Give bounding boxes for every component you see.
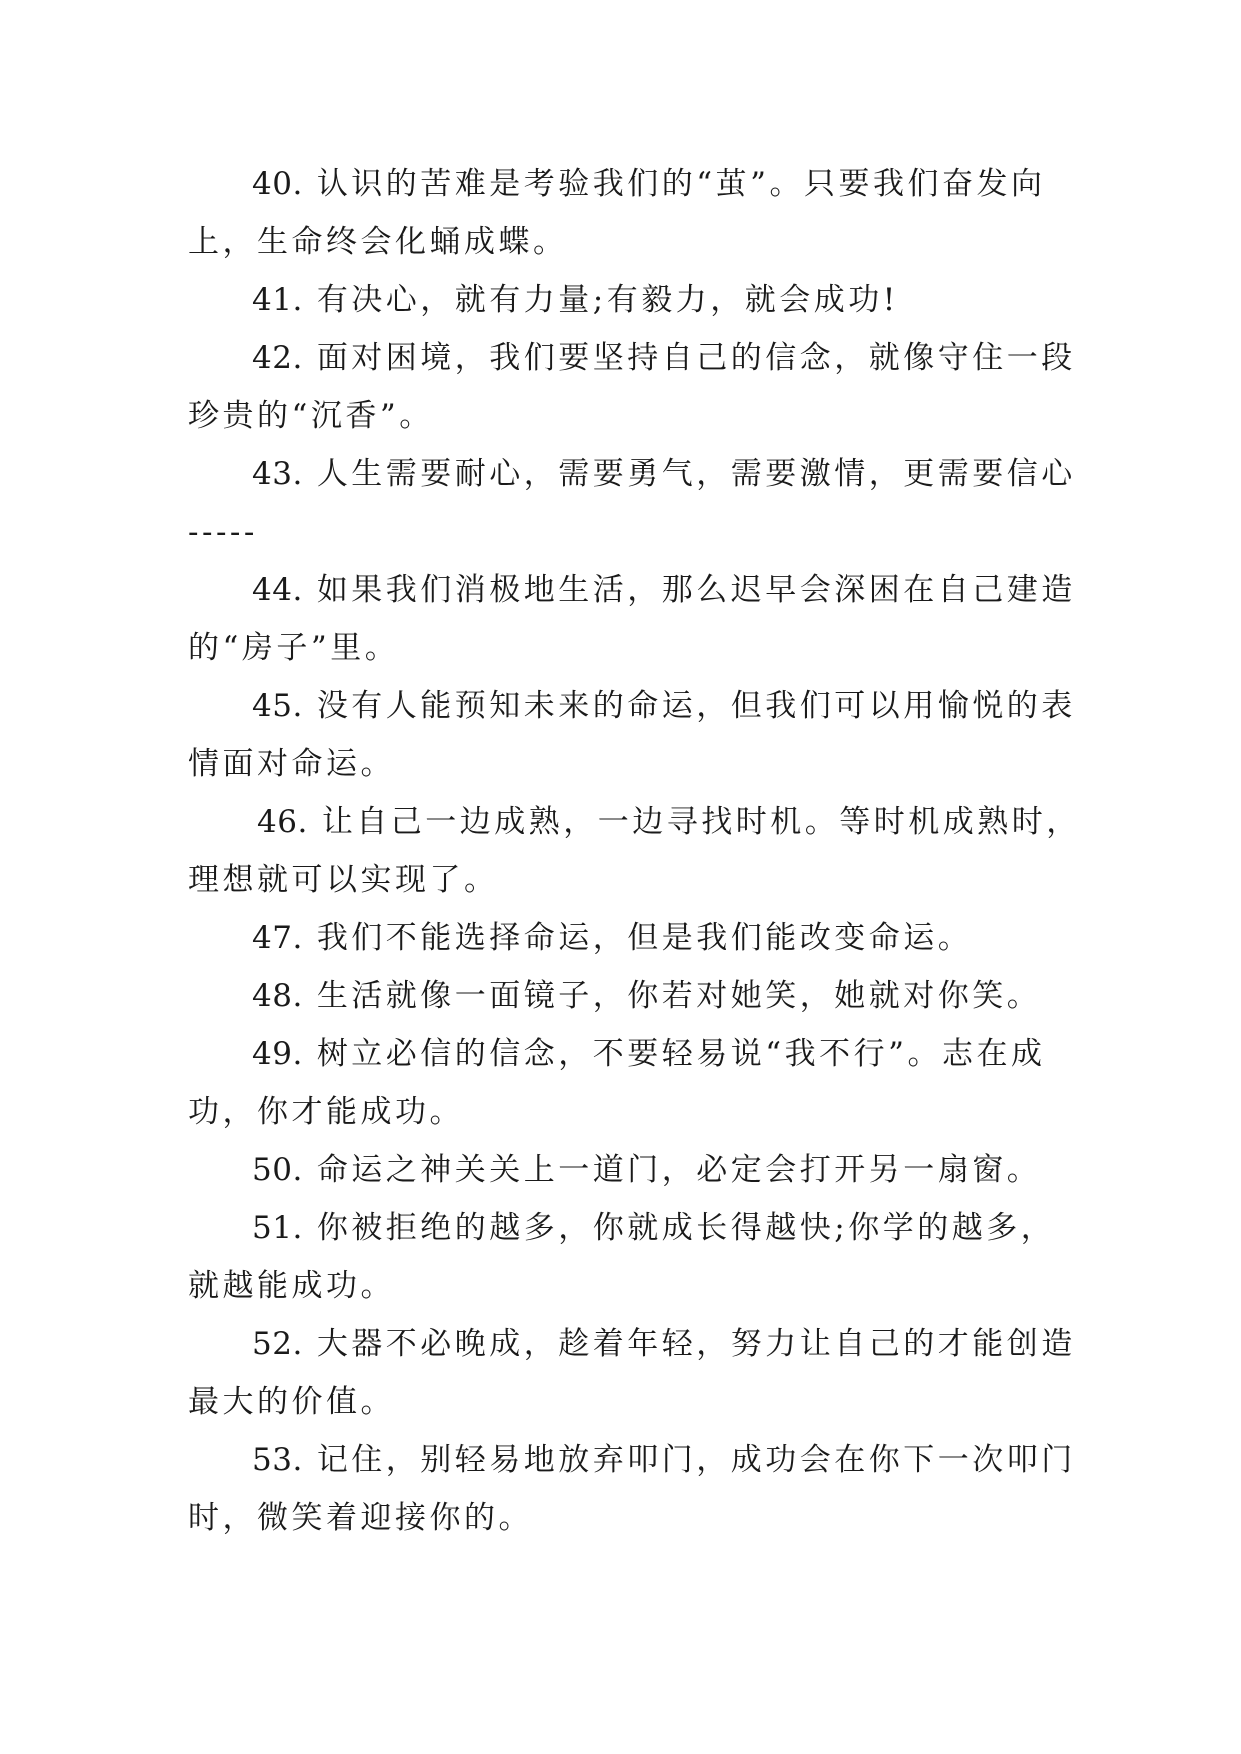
item-text: 如果我们消极地生活，那么迟早会深困在自己建造 bbox=[316, 572, 1076, 608]
item-number: 47. bbox=[252, 920, 303, 956]
item-47-first-line bbox=[252, 910, 972, 966]
item-text: 生活就像一面镜子，你若对她笑，她就对你笑。 bbox=[316, 978, 1042, 1014]
item-45-first-line bbox=[252, 678, 1076, 734]
item-number: 50. bbox=[252, 1152, 303, 1188]
item-number: 46. bbox=[257, 804, 308, 840]
item-41-first-line bbox=[252, 272, 899, 328]
item-number: 53. bbox=[252, 1442, 303, 1478]
item-53-continuation: 时，微笑着迎接你的。 bbox=[188, 1500, 533, 1536]
item-40-continuation: 上，生命终会化蛹成蝶。 bbox=[188, 224, 568, 260]
item-text: 我们不能选择命运，但是我们能改变命运。 bbox=[316, 920, 973, 956]
item-number: 41. bbox=[252, 282, 303, 318]
item-40-first-line bbox=[252, 156, 1046, 212]
item-text: 面对困境，我们要坚持自己的信念，就像守住一段 bbox=[316, 340, 1076, 376]
item-number: 43. bbox=[252, 456, 303, 492]
item-45-continuation: 情面对命运。 bbox=[188, 746, 395, 782]
item-52-continuation: 最大的价值。 bbox=[188, 1384, 395, 1420]
item-number: 44. bbox=[252, 572, 303, 608]
item-43-first-line bbox=[252, 446, 1076, 502]
item-text: 人生需要耐心，需要勇气，需要激情，更需要信心 bbox=[316, 456, 1076, 492]
item-43-continuation: ----- bbox=[188, 514, 258, 550]
item-42-first-line bbox=[252, 330, 1076, 386]
item-number: 48. bbox=[252, 978, 303, 1014]
item-46-first-line bbox=[257, 794, 1081, 850]
item-number: 45. bbox=[252, 688, 303, 724]
item-number: 42. bbox=[252, 340, 303, 376]
item-text: 你被拒绝的越多，你就成长得越快;你学的越多， bbox=[316, 1210, 1056, 1246]
item-53-first-line bbox=[252, 1432, 1076, 1488]
item-49-first-line bbox=[252, 1026, 1046, 1082]
item-52-first-line bbox=[252, 1316, 1076, 1372]
item-text: 没有人能预知未来的命运，但我们可以用愉悦的表 bbox=[316, 688, 1076, 724]
item-51-continuation: 就越能成功。 bbox=[188, 1268, 395, 1304]
item-50-first-line bbox=[252, 1142, 1041, 1198]
item-number: 40. bbox=[252, 166, 303, 202]
item-46-continuation: 理想就可以实现了。 bbox=[188, 862, 499, 898]
item-44-first-line bbox=[252, 562, 1076, 618]
item-text: 树立必信的信念，不要轻易说“我不行”。志在成 bbox=[316, 1036, 1046, 1072]
item-42-continuation: 珍贵的“沉香”。 bbox=[188, 398, 434, 434]
item-text: 有决心，就有力量;有毅力，就会成功! bbox=[316, 282, 899, 318]
item-49-continuation: 功，你才能成功。 bbox=[188, 1094, 464, 1130]
item-51-first-line bbox=[252, 1200, 1055, 1256]
item-text: 记住，别轻易地放弃叩门，成功会在你下一次叩门 bbox=[316, 1442, 1076, 1478]
item-number: 52. bbox=[252, 1326, 303, 1362]
item-number: 51. bbox=[252, 1210, 303, 1246]
item-text: 让自己一边成熟，一边寻找时机。等时机成熟时， bbox=[321, 804, 1081, 840]
item-text: 大器不必晚成，趁着年轻，努力让自己的才能创造 bbox=[316, 1326, 1076, 1362]
item-48-first-line bbox=[252, 968, 1041, 1024]
item-44-continuation: 的“房子”里。 bbox=[188, 630, 400, 666]
item-text: 认识的苦难是考验我们的“茧”。只要我们奋发向 bbox=[316, 166, 1046, 202]
item-number: 49. bbox=[252, 1036, 303, 1072]
item-text: 命运之神关关上一道门，必定会打开另一扇窗。 bbox=[316, 1152, 1042, 1188]
